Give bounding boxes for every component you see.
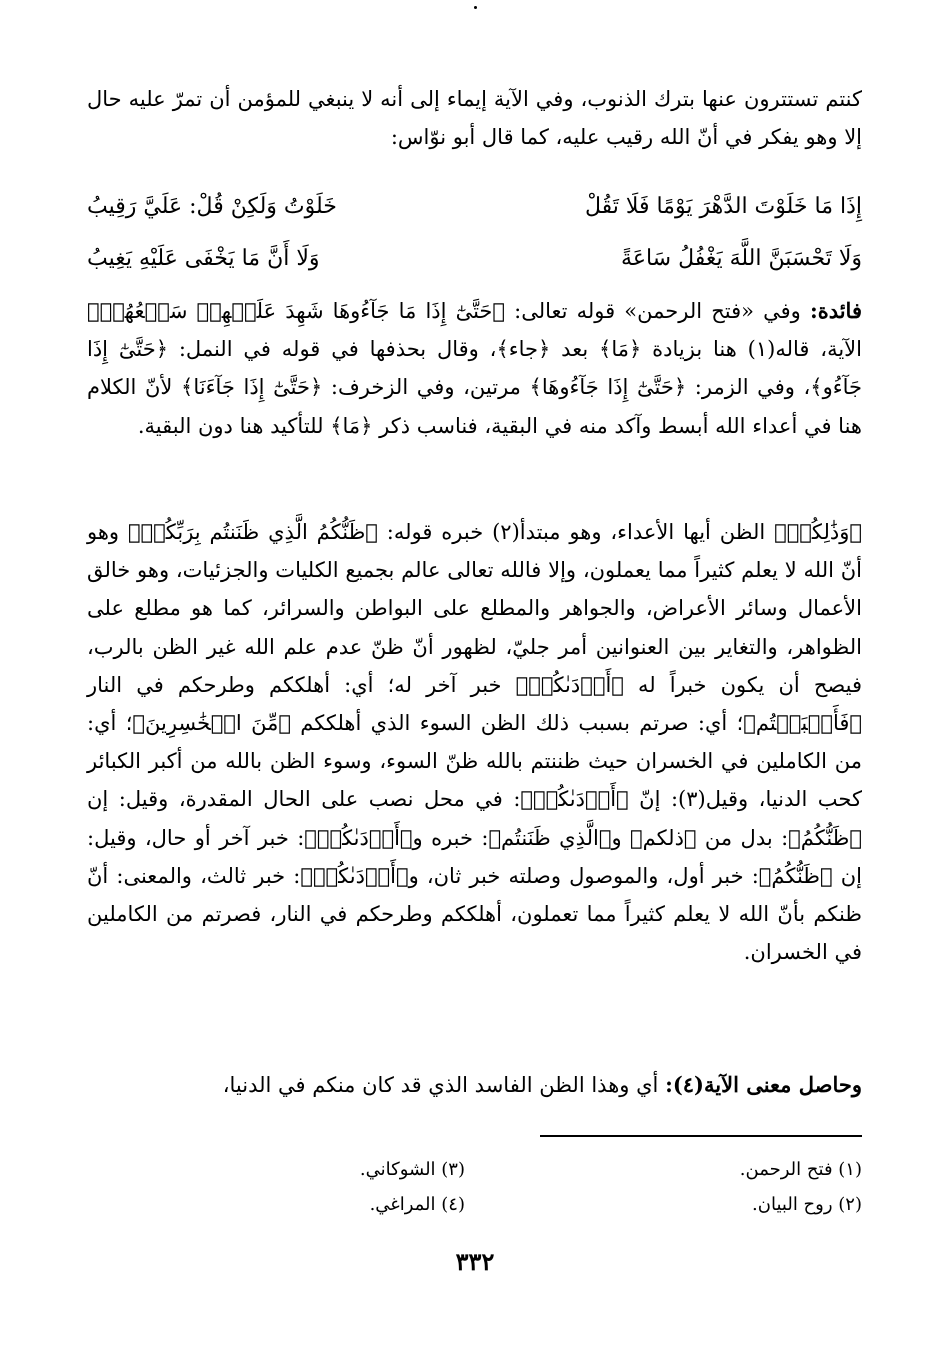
footnote-4: (٤) المراغي. xyxy=(369,1194,465,1215)
poem-verses xyxy=(87,180,862,284)
paragraph-intro: كنتم تستترون عنها بترك الذنوب، وفي الآية إيماء إلى أنه لا ينبغي للمؤمن أن تمرّ عليه حال إلا وهو يفكر في أنّ الله رقيب عليه، كما قال أبو نوّاس: xyxy=(87,87,862,150)
benefit-text: وفي «فتح الرحمن» قوله تعالى: ﴿حَتَّىٰٓ إِذَا مَا جَآءُوهَا شَهِدَ عَلَيۡهِمۡ سَمۡعُهُمۡ﴾ الآية، قاله(١) هنا بزيادة ﴿مَا﴾ بعد ﴿جاء﴾، وقال بحذفها في قوله في النمل: ﴿حَتَّىٰٓ إِذَا جَآءُو﴾، وفي الزمر: ﴿حَتَّىٰٓ إِذَا جَآءُوهَا﴾ مرتين، وفي الزخرف: ﴿حَتَّىٰٓ إِذَا جَآءَنَا﴾ لأنّ الكلام هنا في أعداء الله أبسط وآكد منه في البقية، فناسب ذكر ﴿مَا﴾ للتأكيد هنا دون البقية. xyxy=(87,299,862,438)
verse-1-second-hemistich: خَلَوْتُ وَلَكِنْ قُلْ: عَلَيَّ رَقِيبُ xyxy=(87,193,337,219)
page-number: ٣٣٢ xyxy=(455,1247,495,1276)
summary-text: أي وهذا الظن الفاسد الذي قد كان منكم في الدنيا، xyxy=(222,1073,659,1097)
footnote-separator xyxy=(540,1135,862,1137)
verse-1-first-hemistich: إِذَا مَا خَلَوْتَ الدَّهْرَ يَوْمًا فَلَا تَقُلْ xyxy=(584,193,862,219)
footnote-1: (١) فتح الرحمن. xyxy=(739,1159,862,1180)
page-dot xyxy=(474,6,477,9)
summary-label: وحاصل معنى الآية(٤): xyxy=(665,1072,862,1097)
footnote-3: (٣) الشوكاني. xyxy=(359,1159,465,1180)
verse-1 xyxy=(87,180,862,232)
paragraph-commentary: ﴿وَذَٰلِكُمۡ﴾ الظن أيها الأعداء، وهو مبتدأ(٢) خبره قوله: ﴿ظَنُّكُمُ الَّذِي ظَنَنتُم بِرَبِّكُمۡ﴾ وهو أنّ الله لا يعلم كثيراً مما يعملون، وإلا فالله تعالى عالم بجميع الكليات والجزئيات، وهو خالق الأعمال وسائر الأعراض، والجواهر والمطلع على البواطن والسرائر، كما هو مطلع على الظواهر، والتغاير بين العنوانين أمر جليّ، لظهور أنّ ظنّ عدم علم الله غير الظن بالرب، فيصح أن يكون خبراً له ﴿أَرۡدَىٰكُمۡ﴾ خبر آخر له؛ أي: أهلككم وطرحكم في النار ﴿فَأَصۡبَحۡتُم﴾؛ أي: صرتم بسبب ذلك الظن السوء الذي أهلككم ﴿مِّنَ الۡخَٰسِرِينَ﴾؛ أي: من الكاملين في الخسران حيث ظننتم بالله ظنّ السوء، وسوء الظن بالله من أكبر الكبائر كحب الدنيا، وقيل(٣): إنّ ﴿أَرۡدَىٰكُمۡ﴾: في محل نصب على الحال المقدرة، وقيل: إن ﴿ظَنُّكُمُ﴾: بدل من ﴿ذلكم﴾ و﴿الَّذِي ظَنَنتُم﴾: خبره و﴿أَرۡدَىٰكُمۡ﴾: خبر آخر أو حال، وقيل: إن ﴿ظَنُّكُمُ﴾: خبر أول، والموصول وصلته خبر ثان، و﴿أَرۡدَىٰكُمۡ﴾: خبر ثالث، والمعنى: أنّ ظنكم بأنّ الله لا يعلم كثيراً مما تعملون، أهلككم وطرحكم في النار، فصرتم من الكاملين في الخسران. xyxy=(87,520,862,965)
footnote-2: (٢) روح البيان. xyxy=(752,1194,862,1215)
paragraph-benefit xyxy=(87,292,862,445)
verse-2 xyxy=(87,232,862,284)
benefit-label: فائدة: xyxy=(809,298,862,323)
verse-2-second-hemistich: وَلَا أَنَّ مَا يَخْفَى عَلَيْهِ يَغِيبُ xyxy=(87,245,320,271)
paragraph-summary xyxy=(87,1066,862,1104)
verse-2-first-hemistich: وَلَا تَحْسَبَنَّ اللَّهَ يَغْفُلُ سَاعَةً xyxy=(621,245,862,271)
